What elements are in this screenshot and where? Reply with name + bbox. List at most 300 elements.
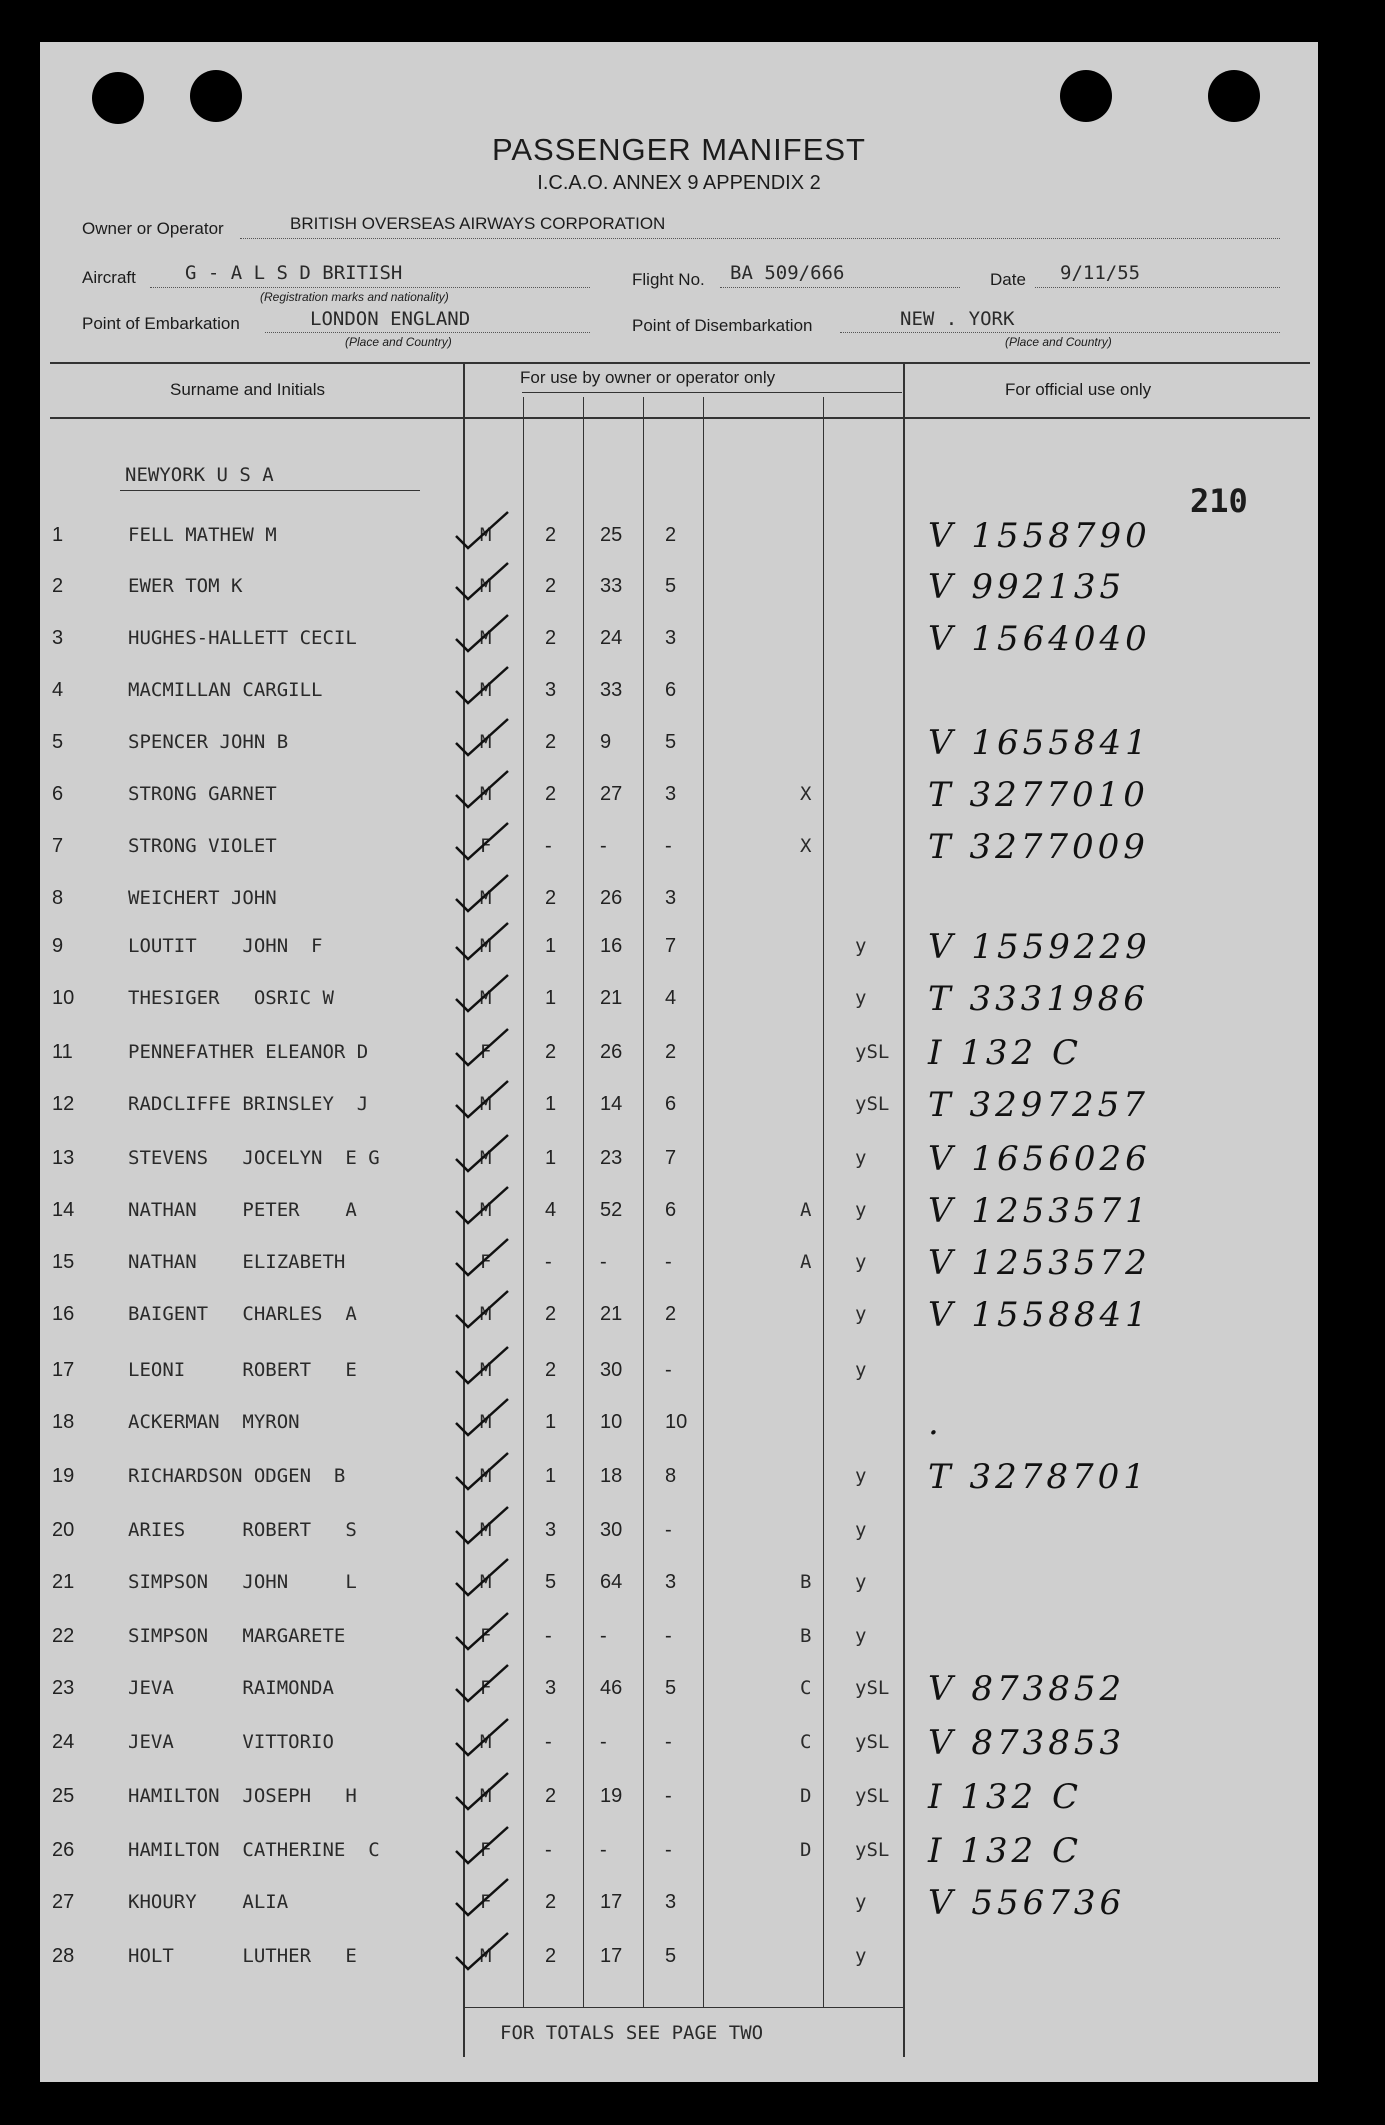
passenger-name: STRONG VIOLET bbox=[128, 835, 277, 857]
embarkation-note: (Place and Country) bbox=[345, 335, 452, 349]
owner-col-3: 2 bbox=[665, 1041, 677, 1063]
owner-col-5: ySL bbox=[855, 1093, 890, 1115]
owner-col-2: 26 bbox=[600, 1041, 623, 1063]
table-row bbox=[40, 1243, 1318, 1291]
official-use-entry: V 1558790 bbox=[928, 516, 1151, 556]
table-row bbox=[40, 1139, 1318, 1187]
owner-col-4: C bbox=[800, 1677, 812, 1699]
owner-col-5: y bbox=[855, 1251, 867, 1273]
owner-col-5: ySL bbox=[855, 1785, 890, 1807]
row-number: 5 bbox=[52, 731, 64, 753]
check-mark-icon bbox=[448, 1341, 518, 1391]
check-mark-icon bbox=[448, 1181, 518, 1231]
owner-col-3: 2 bbox=[665, 524, 677, 546]
column-header-owner-use: For use by owner or operator only bbox=[520, 368, 776, 387]
passenger-name: JEVA VITTORIO bbox=[128, 1731, 334, 1753]
row-number: 12 bbox=[52, 1093, 75, 1115]
passenger-sex: M bbox=[480, 1571, 492, 1593]
check-mark-icon bbox=[448, 661, 518, 711]
check-mark-icon bbox=[448, 1393, 518, 1443]
official-use-entry: V 873853 bbox=[928, 1723, 1126, 1763]
passenger-sex: M bbox=[480, 987, 492, 1009]
table-row bbox=[40, 1295, 1318, 1343]
owner-col-3: - bbox=[665, 1251, 672, 1273]
owner-col-5: y bbox=[855, 1359, 867, 1381]
row-number: 27 bbox=[52, 1891, 75, 1913]
owner-col-5: y bbox=[855, 1303, 867, 1325]
owner-col-2: - bbox=[600, 1625, 607, 1647]
passenger-sex: M bbox=[480, 575, 492, 597]
row-number: 28 bbox=[52, 1945, 75, 1967]
passenger-sex: M bbox=[480, 887, 492, 909]
owner-col-3: - bbox=[665, 1731, 672, 1753]
owner-col-3: 3 bbox=[665, 1571, 677, 1593]
check-mark-icon bbox=[448, 713, 518, 763]
check-mark-icon bbox=[448, 1501, 518, 1551]
column-header-official-use: For official use only bbox=[1005, 380, 1152, 399]
row-number: 14 bbox=[52, 1199, 75, 1221]
row-number: 1 bbox=[52, 524, 64, 546]
passenger-sex: M bbox=[480, 1411, 492, 1433]
passenger-name: KHOURY ALIA bbox=[128, 1891, 289, 1913]
row-number: 22 bbox=[52, 1625, 75, 1647]
passenger-sex: M bbox=[480, 783, 492, 805]
passenger-name: WEICHERT JOHN bbox=[128, 887, 277, 909]
owner-col-3: 3 bbox=[665, 1891, 677, 1913]
passenger-name: LOUTIT JOHN F bbox=[128, 935, 323, 957]
passenger-sex: M bbox=[480, 1147, 492, 1169]
passenger-sex: F bbox=[480, 1251, 492, 1273]
passenger-name: THESIGER OSRIC W bbox=[128, 987, 334, 1009]
owner-col-2: 27 bbox=[600, 783, 623, 805]
owner-col-1: 2 bbox=[545, 887, 557, 909]
passenger-name: HOLT LUTHER E bbox=[128, 1945, 357, 1967]
owner-col-2: 25 bbox=[600, 524, 623, 546]
passenger-sex: M bbox=[480, 1303, 492, 1325]
passenger-sex: M bbox=[480, 1359, 492, 1381]
table-row bbox=[40, 679, 1318, 719]
official-use-entry: V 1655841 bbox=[928, 723, 1151, 763]
flight-label: Flight No. bbox=[632, 270, 705, 289]
owner-col-3: 8 bbox=[665, 1465, 677, 1487]
table-row bbox=[40, 827, 1318, 875]
owner-col-3: - bbox=[665, 1839, 672, 1861]
owner-col-1: 3 bbox=[545, 1677, 557, 1699]
passenger-name: SIMPSON JOHN L bbox=[128, 1571, 357, 1593]
check-mark-icon bbox=[448, 917, 518, 967]
passenger-sex: M bbox=[480, 1519, 492, 1541]
check-mark-icon bbox=[448, 1553, 518, 1603]
row-number: 20 bbox=[52, 1519, 75, 1541]
official-use-entry: . bbox=[928, 1403, 943, 1443]
row-number: 24 bbox=[52, 1731, 75, 1753]
owner-col-4: B bbox=[800, 1625, 812, 1647]
official-use-entry: V 1564040 bbox=[928, 619, 1151, 659]
check-mark-icon bbox=[448, 1285, 518, 1335]
passenger-name: FELL MATHEW M bbox=[128, 524, 277, 546]
owner-col-3: - bbox=[665, 1625, 672, 1647]
passenger-name: SIMPSON MARGARETE bbox=[128, 1625, 346, 1647]
owner-col-3: 10 bbox=[665, 1411, 688, 1433]
table-row bbox=[40, 723, 1318, 771]
row-number: 2 bbox=[52, 575, 64, 597]
owner-col-4: A bbox=[800, 1199, 812, 1221]
owner-col-3: 7 bbox=[665, 935, 677, 957]
passenger-name: ARIES ROBERT S bbox=[128, 1519, 357, 1541]
owner-col-3: 5 bbox=[665, 575, 677, 597]
owner-col-5: ySL bbox=[855, 1839, 890, 1861]
passenger-sex: M bbox=[480, 524, 492, 546]
owner-col-3: 6 bbox=[665, 1199, 677, 1221]
owner-col-1: 2 bbox=[545, 1945, 557, 1967]
check-mark-icon bbox=[448, 1659, 518, 1709]
owner-col-2: 64 bbox=[600, 1571, 623, 1593]
table-row bbox=[40, 927, 1318, 975]
owner-col-3: 3 bbox=[665, 627, 677, 649]
passenger-name: RICHARDSON ODGEN B bbox=[128, 1465, 346, 1487]
passenger-name: NATHAN ELIZABETH bbox=[128, 1251, 346, 1273]
official-use-entry: V 1559229 bbox=[928, 927, 1151, 967]
official-use-entry: V 1253571 bbox=[928, 1191, 1151, 1231]
passenger-sex: M bbox=[480, 1785, 492, 1807]
passenger-name: BAIGENT CHARLES A bbox=[128, 1303, 357, 1325]
document-title: PASSENGER MANIFEST bbox=[492, 132, 866, 167]
owner-col-2: 21 bbox=[600, 1303, 623, 1325]
official-use-entry: V 1656026 bbox=[928, 1139, 1151, 1179]
table-row bbox=[40, 1519, 1318, 1559]
check-mark-icon bbox=[448, 1129, 518, 1179]
owner-col-2: 52 bbox=[600, 1199, 623, 1221]
check-mark-icon bbox=[448, 609, 518, 659]
owner-col-5: ySL bbox=[855, 1731, 890, 1753]
official-use-entry: I 132 C bbox=[928, 1831, 1082, 1871]
punch-hole-icon bbox=[190, 70, 242, 122]
passenger-name: HAMILTON CATHERINE C bbox=[128, 1839, 380, 1861]
passenger-sex: M bbox=[480, 1093, 492, 1115]
check-mark-icon bbox=[448, 1927, 518, 1977]
owner-col-1: 1 bbox=[545, 935, 557, 957]
passenger-name: STRONG GARNET bbox=[128, 783, 277, 805]
table-row bbox=[40, 1359, 1318, 1399]
row-number: 11 bbox=[52, 1041, 73, 1063]
owner-col-3: 6 bbox=[665, 1093, 677, 1115]
registration-note: (Registration marks and nationality) bbox=[260, 290, 449, 304]
check-mark-icon bbox=[448, 1873, 518, 1923]
owner-col-2: 46 bbox=[600, 1677, 623, 1699]
check-mark-icon bbox=[448, 969, 518, 1019]
check-mark-icon bbox=[448, 1023, 518, 1073]
row-number: 6 bbox=[52, 783, 64, 805]
owner-col-1: 2 bbox=[545, 1359, 557, 1381]
table-row bbox=[40, 979, 1318, 1027]
embarkation-value: LONDON ENGLAND bbox=[310, 308, 471, 330]
owner-col-5: y bbox=[855, 1571, 867, 1593]
owner-col-2: 30 bbox=[600, 1359, 623, 1381]
passenger-name: JEVA RAIMONDA bbox=[128, 1677, 334, 1699]
check-mark-icon bbox=[448, 1713, 518, 1763]
owner-col-1: 5 bbox=[545, 1571, 557, 1593]
row-number: 26 bbox=[52, 1839, 75, 1861]
owner-col-2: 10 bbox=[600, 1411, 623, 1433]
passenger-name: RADCLIFFE BRINSLEY J bbox=[128, 1093, 369, 1115]
row-number: 17 bbox=[52, 1359, 75, 1381]
passenger-name: LEONI ROBERT E bbox=[128, 1359, 357, 1381]
owner-col-2: 24 bbox=[600, 627, 623, 649]
owner-col-4: D bbox=[800, 1839, 812, 1861]
owner-col-1: 2 bbox=[545, 1041, 557, 1063]
owner-col-2: - bbox=[600, 835, 607, 857]
owner-col-2: - bbox=[600, 1731, 607, 1753]
owner-col-4: A bbox=[800, 1251, 812, 1273]
owner-col-4: C bbox=[800, 1731, 812, 1753]
owner-col-2: 33 bbox=[600, 679, 623, 701]
official-use-entry: V 992135 bbox=[928, 567, 1126, 607]
owner-col-3: 7 bbox=[665, 1147, 677, 1169]
table-row bbox=[40, 1883, 1318, 1931]
owner-col-3: 6 bbox=[665, 679, 677, 701]
table-row bbox=[40, 1191, 1318, 1239]
official-use-entry: T 3331986 bbox=[928, 979, 1149, 1019]
owner-col-1: - bbox=[545, 1731, 552, 1753]
table-row bbox=[40, 1777, 1318, 1825]
date-label: Date bbox=[990, 270, 1026, 289]
owner-col-5: ySL bbox=[855, 1677, 890, 1699]
owner-col-5: y bbox=[855, 1945, 867, 1967]
disembarkation-label: Point of Disembarkation bbox=[632, 316, 813, 335]
owner-col-3: 5 bbox=[665, 731, 677, 753]
owner-col-1: 1 bbox=[545, 1411, 557, 1433]
owner-col-2: 19 bbox=[600, 1785, 623, 1807]
disembarkation-value: NEW . YORK bbox=[900, 308, 1015, 330]
passenger-name: HAMILTON JOSEPH H bbox=[128, 1785, 357, 1807]
official-use-entry: I 132 C bbox=[928, 1033, 1082, 1073]
table-row bbox=[40, 1571, 1318, 1611]
passenger-sex: M bbox=[480, 1199, 492, 1221]
passenger-sex: F bbox=[480, 1677, 492, 1699]
owner-col-1: 2 bbox=[545, 783, 557, 805]
row-number: 21 bbox=[52, 1571, 75, 1593]
passenger-name: STEVENS JOCELYN E G bbox=[128, 1147, 380, 1169]
table-row bbox=[40, 1945, 1318, 1985]
official-use-entry: T 3297257 bbox=[928, 1085, 1149, 1125]
owner-col-1: 3 bbox=[545, 1519, 557, 1541]
row-number: 19 bbox=[52, 1465, 75, 1487]
check-mark-icon bbox=[448, 1447, 518, 1497]
passenger-sex: M bbox=[480, 731, 492, 753]
owner-col-1: - bbox=[545, 1625, 552, 1647]
table-row bbox=[40, 516, 1318, 564]
owner-col-1: - bbox=[545, 835, 552, 857]
column-header-surname: Surname and Initials bbox=[170, 380, 325, 399]
owner-col-1: 1 bbox=[545, 987, 557, 1009]
owner-col-5: y bbox=[855, 1465, 867, 1487]
owner-col-2: - bbox=[600, 1251, 607, 1273]
passenger-name: MACMILLAN CARGILL bbox=[128, 679, 323, 701]
owner-col-5: y bbox=[855, 1891, 867, 1913]
owner-col-1: 2 bbox=[545, 627, 557, 649]
table-row bbox=[40, 1669, 1318, 1717]
table-row bbox=[40, 619, 1318, 667]
owner-col-1: 2 bbox=[545, 731, 557, 753]
owner-col-2: 14 bbox=[600, 1093, 623, 1115]
passenger-sex: M bbox=[480, 1731, 492, 1753]
owner-col-1: 1 bbox=[545, 1147, 557, 1169]
owner-col-5: y bbox=[855, 1625, 867, 1647]
owner-col-3: 2 bbox=[665, 1303, 677, 1325]
owner-col-2: 30 bbox=[600, 1519, 623, 1541]
owner-col-4: D bbox=[800, 1785, 812, 1807]
passenger-sex: M bbox=[480, 627, 492, 649]
owner-col-2: 17 bbox=[600, 1891, 623, 1913]
owner-col-3: - bbox=[665, 1785, 672, 1807]
owner-col-2: 9 bbox=[600, 731, 612, 753]
punch-hole-icon bbox=[1208, 70, 1260, 122]
owner-col-2: 16 bbox=[600, 935, 623, 957]
owner-col-3: 5 bbox=[665, 1677, 677, 1699]
official-use-entry: I 132 C bbox=[928, 1777, 1082, 1817]
row-number: 7 bbox=[52, 835, 64, 857]
row-number: 3 bbox=[52, 627, 64, 649]
owner-col-4: X bbox=[800, 835, 812, 857]
owner-col-1: 2 bbox=[545, 524, 557, 546]
table-row bbox=[40, 1831, 1318, 1879]
table-row bbox=[40, 775, 1318, 823]
check-mark-icon bbox=[448, 557, 518, 607]
row-number: 10 bbox=[52, 987, 75, 1009]
embarkation-label: Point of Embarkation bbox=[82, 314, 240, 333]
passenger-name: SPENCER JOHN B bbox=[128, 731, 289, 753]
passenger-name: HUGHES-HALLETT CECIL bbox=[128, 627, 357, 649]
passenger-name: EWER TOM K bbox=[128, 575, 243, 597]
table-row bbox=[40, 887, 1318, 927]
owner-col-3: 3 bbox=[665, 783, 677, 805]
row-number: 13 bbox=[52, 1147, 75, 1169]
table-row bbox=[40, 1723, 1318, 1771]
table-row bbox=[40, 1403, 1318, 1451]
passenger-sex: F bbox=[480, 1041, 492, 1063]
owner-col-2: - bbox=[600, 1839, 607, 1861]
check-mark-icon bbox=[448, 1233, 518, 1283]
passenger-name: NATHAN PETER A bbox=[128, 1199, 357, 1221]
owner-col-1: 2 bbox=[545, 1303, 557, 1325]
footer-note: FOR TOTALS SEE PAGE TWO bbox=[500, 2022, 764, 2044]
page-number: 210 bbox=[1190, 482, 1248, 520]
owner-col-3: - bbox=[665, 1519, 672, 1541]
owner-col-5: y bbox=[855, 1199, 867, 1221]
table-row bbox=[40, 1457, 1318, 1505]
owner-col-4: B bbox=[800, 1571, 812, 1593]
owner-col-5: y bbox=[855, 1519, 867, 1541]
destination-heading: NEWYORK U S A bbox=[125, 464, 274, 486]
date-value: 9/11/55 bbox=[1060, 262, 1141, 284]
passenger-sex: M bbox=[480, 1465, 492, 1487]
check-mark-icon bbox=[448, 1607, 518, 1657]
punch-hole-icon bbox=[92, 72, 144, 124]
owner-col-5: y bbox=[855, 987, 867, 1009]
check-mark-icon bbox=[448, 1767, 518, 1817]
passenger-sex: F bbox=[480, 1625, 492, 1647]
official-use-entry: T 3278701 bbox=[928, 1457, 1149, 1497]
owner-col-1: - bbox=[545, 1251, 552, 1273]
owner-col-5: y bbox=[855, 935, 867, 957]
official-use-entry: V 1558841 bbox=[928, 1295, 1151, 1335]
table-row bbox=[40, 1085, 1318, 1133]
owner-col-1: 1 bbox=[545, 1093, 557, 1115]
table-row bbox=[40, 1625, 1318, 1665]
owner-col-3: 5 bbox=[665, 1945, 677, 1967]
passenger-sex: M bbox=[480, 1945, 492, 1967]
owner-col-2: 17 bbox=[600, 1945, 623, 1967]
row-number: 23 bbox=[52, 1677, 75, 1699]
row-number: 16 bbox=[52, 1303, 75, 1325]
owner-col-2: 23 bbox=[600, 1147, 623, 1169]
punch-hole-icon bbox=[1060, 70, 1112, 122]
row-number: 18 bbox=[52, 1411, 75, 1433]
official-use-entry: T 3277010 bbox=[928, 775, 1149, 815]
official-use-entry: V 556736 bbox=[928, 1883, 1126, 1923]
owner-col-1: 4 bbox=[545, 1199, 557, 1221]
official-use-entry: V 873852 bbox=[928, 1669, 1126, 1709]
official-use-entry: V 1253572 bbox=[928, 1243, 1151, 1283]
row-number: 15 bbox=[52, 1251, 75, 1273]
passenger-sex: F bbox=[480, 835, 492, 857]
owner-col-2: 33 bbox=[600, 575, 623, 597]
owner-col-3: 3 bbox=[665, 887, 677, 909]
row-number: 25 bbox=[52, 1785, 75, 1807]
owner-col-1: 2 bbox=[545, 575, 557, 597]
aircraft-value: G - A L S D BRITISH bbox=[185, 262, 403, 284]
owner-col-2: 18 bbox=[600, 1465, 623, 1487]
table-row bbox=[40, 1033, 1318, 1081]
table-row bbox=[40, 567, 1318, 615]
passenger-sex: M bbox=[480, 679, 492, 701]
owner-col-1: - bbox=[545, 1839, 552, 1861]
passenger-name: PENNEFATHER ELEANOR D bbox=[128, 1041, 369, 1063]
check-mark-icon bbox=[448, 1075, 518, 1125]
disembarkation-note: (Place and Country) bbox=[1005, 335, 1112, 349]
owner-col-1: 2 bbox=[545, 1785, 557, 1807]
check-mark-icon bbox=[448, 1821, 518, 1871]
official-use-entry: T 3277009 bbox=[928, 827, 1149, 867]
owner-col-4: X bbox=[800, 783, 812, 805]
check-mark-icon bbox=[448, 869, 518, 919]
aircraft-label: Aircraft bbox=[82, 268, 136, 287]
owner-col-1: 1 bbox=[545, 1465, 557, 1487]
owner-col-3: - bbox=[665, 1359, 672, 1381]
owner-value: BRITISH OVERSEAS AIRWAYS CORPORATION bbox=[290, 214, 666, 233]
owner-col-2: 26 bbox=[600, 887, 623, 909]
owner-col-1: 2 bbox=[545, 1891, 557, 1913]
owner-col-2: 21 bbox=[600, 987, 623, 1009]
check-mark-icon bbox=[448, 506, 518, 556]
row-number: 8 bbox=[52, 887, 64, 909]
document-subtitle: I.C.A.O. ANNEX 9 APPENDIX 2 bbox=[537, 172, 821, 194]
manifest-sheet bbox=[40, 42, 1318, 2082]
passenger-sex: M bbox=[480, 935, 492, 957]
passenger-name: ACKERMAN MYRON bbox=[128, 1411, 300, 1433]
owner-col-3: - bbox=[665, 835, 672, 857]
passenger-sex: F bbox=[480, 1839, 492, 1861]
flight-value: BA 509/666 bbox=[730, 262, 845, 284]
check-mark-icon bbox=[448, 817, 518, 867]
row-number: 9 bbox=[52, 935, 64, 957]
owner-col-1: 3 bbox=[545, 679, 557, 701]
owner-col-5: y bbox=[855, 1147, 867, 1169]
owner-col-5: ySL bbox=[855, 1041, 890, 1063]
row-number: 4 bbox=[52, 679, 64, 701]
owner-label: Owner or Operator bbox=[82, 219, 224, 238]
passenger-sex: F bbox=[480, 1891, 492, 1913]
